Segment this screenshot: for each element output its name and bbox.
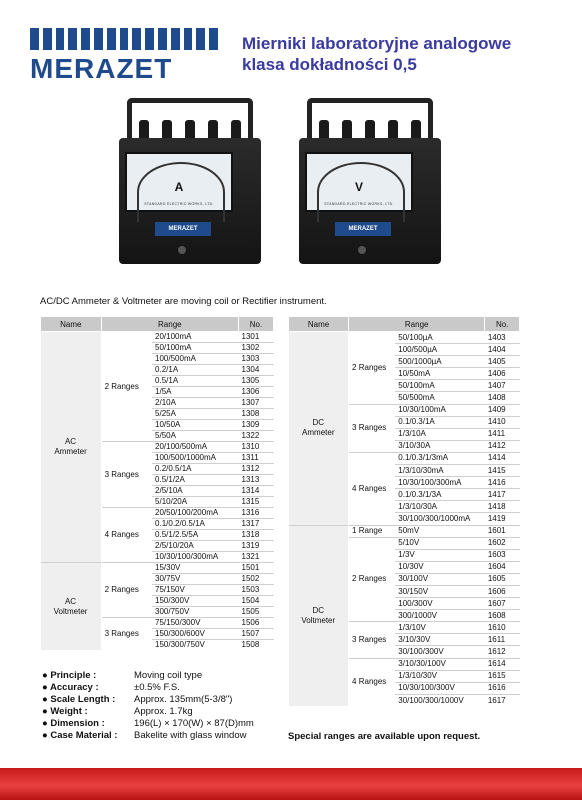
- model-number: 1307: [239, 398, 274, 409]
- range-value: 30/100/300/1000V: [395, 694, 485, 706]
- range-value: 10/30V: [395, 561, 485, 573]
- model-number: 1316: [239, 508, 274, 519]
- range-count: 3 Ranges: [101, 618, 152, 651]
- meter-dial: [125, 152, 233, 212]
- ac-ranges-table: [40, 316, 274, 650]
- col-range-header: Range: [349, 317, 485, 332]
- model-number: 1610: [485, 622, 520, 634]
- model-number: 1614: [485, 658, 520, 670]
- model-number: 1406: [485, 368, 520, 380]
- range-value: 20/100/500mA: [152, 442, 239, 453]
- table-row: [289, 525, 520, 537]
- range-value: 2/5/10/20A: [152, 541, 239, 552]
- model-number: 1504: [239, 596, 274, 607]
- col-no-header: No.: [239, 317, 274, 332]
- range-value: 75/150V: [152, 585, 239, 596]
- dial-maker: STANDARD ELECTRIC WORKS, LTD.: [324, 202, 394, 206]
- range-value: 50/100mA: [395, 380, 485, 392]
- range-value: 300/750V: [152, 607, 239, 618]
- range-value: 1/3/10V: [395, 622, 485, 634]
- model-number: 1604: [485, 561, 520, 573]
- range-value: 30/100V: [395, 573, 485, 585]
- range-count: 4 Ranges: [349, 452, 396, 525]
- meter-badge: MERAZET: [335, 222, 391, 236]
- spec-row: [42, 670, 254, 682]
- col-name-header: Name: [41, 317, 102, 332]
- model-number: 1418: [485, 501, 520, 513]
- range-value: 5/10V: [395, 537, 485, 549]
- voltmeter-image: [305, 98, 435, 270]
- range-value: 1/5A: [152, 387, 239, 398]
- dial-unit: V: [354, 180, 363, 194]
- model-number: 1404: [485, 344, 520, 356]
- range-value: 10/50A: [152, 420, 239, 431]
- meter-body: [299, 138, 441, 264]
- range-value: 0.1/0.3/1/3A: [395, 489, 485, 501]
- table-row: [41, 563, 274, 574]
- instrument-name: AC Ammeter: [41, 332, 102, 563]
- model-number: 1612: [485, 646, 520, 658]
- model-number: 1306: [239, 387, 274, 398]
- model-number: 1505: [239, 607, 274, 618]
- range-value: 100/500µA: [395, 344, 485, 356]
- spec-value: Bakelite with glass window: [134, 730, 247, 741]
- range-value: 10/30/100/300V: [395, 682, 485, 694]
- spec-key: ● Accuracy :: [42, 682, 99, 693]
- range-value: 50mV: [395, 525, 485, 537]
- model-number: 1303: [239, 354, 274, 365]
- meter-body: [119, 138, 261, 264]
- table-header: [41, 317, 274, 332]
- model-number: 1311: [239, 453, 274, 464]
- spec-row: [42, 682, 254, 694]
- range-value: 1/3/10/30A: [395, 501, 485, 513]
- model-number: 1501: [239, 563, 274, 574]
- range-value: 5/50A: [152, 431, 239, 442]
- model-number: 1407: [485, 380, 520, 392]
- table-row: [289, 332, 520, 344]
- range-count: 2 Ranges: [349, 332, 396, 405]
- range-value: 30/75V: [152, 574, 239, 585]
- model-number: 1314: [239, 486, 274, 497]
- range-value: 0.2/0.5/1A: [152, 464, 239, 475]
- range-count: 1 Range: [349, 525, 396, 537]
- range-value: 10/30/100/300mA: [152, 552, 239, 563]
- special-ranges-note: Special ranges are available upon request.: [288, 731, 481, 742]
- model-number: 1417: [485, 489, 520, 501]
- spec-value: Moving coil type: [134, 670, 203, 681]
- col-range-header: Range: [101, 317, 238, 332]
- title-line-2: klasa dokładności 0,5: [242, 55, 417, 74]
- model-number: 1410: [485, 416, 520, 428]
- model-number: 1305: [239, 376, 274, 387]
- model-number: 1416: [485, 477, 520, 489]
- model-number: 1405: [485, 356, 520, 368]
- model-number: 1617: [485, 694, 520, 706]
- model-number: 1608: [485, 610, 520, 622]
- spec-value: Approx. 135mm(5-3/8"): [134, 694, 233, 705]
- instrument-name: DC Voltmeter: [289, 525, 349, 706]
- range-count: 4 Ranges: [349, 658, 396, 706]
- specifications-list: [42, 670, 254, 742]
- model-number: 1412: [485, 440, 520, 452]
- model-number: 1315: [239, 497, 274, 508]
- range-value: 100/500mA: [152, 354, 239, 365]
- instrument-name: DC Ammeter: [289, 332, 349, 526]
- col-no-header: No.: [485, 317, 520, 332]
- range-count: 3 Ranges: [349, 622, 396, 658]
- zero-adjust-screw: [358, 246, 366, 254]
- spec-key: ● Dimension :: [42, 718, 105, 729]
- spec-key: ● Weight :: [42, 706, 88, 717]
- range-value: 30/100/300/1000mA: [395, 513, 485, 525]
- model-number: 1403: [485, 332, 520, 344]
- dc-ranges-table: [288, 316, 520, 706]
- spec-key: ● Scale Length :: [42, 694, 116, 705]
- range-value: 500/1000µA: [395, 356, 485, 368]
- range-count: 2 Ranges: [349, 537, 396, 622]
- model-number: 1611: [485, 634, 520, 646]
- range-value: 30/150V: [395, 585, 485, 597]
- range-value: 3/10/30/100V: [395, 658, 485, 670]
- range-value: 2/5/10A: [152, 486, 239, 497]
- model-number: 1502: [239, 574, 274, 585]
- range-value: 0.1/0.3/1A: [395, 416, 485, 428]
- range-count: 4 Ranges: [101, 508, 152, 563]
- range-value: 150/300/750V: [152, 640, 239, 651]
- table-header: [289, 317, 520, 332]
- range-value: 5/10/20A: [152, 497, 239, 508]
- model-number: 1304: [239, 365, 274, 376]
- spec-row: [42, 694, 254, 706]
- logo-text: MERAZET: [30, 53, 173, 84]
- meter-badge: MERAZET: [155, 222, 211, 236]
- range-value: 3/10/30A: [395, 440, 485, 452]
- page-title: [242, 33, 572, 75]
- spec-row: [42, 730, 254, 742]
- range-value: 100/300V: [395, 598, 485, 610]
- range-count: 3 Ranges: [349, 404, 396, 452]
- model-number: 1411: [485, 428, 520, 440]
- model-number: 1507: [239, 629, 274, 640]
- range-value: 0.5/1/2.5/5A: [152, 530, 239, 541]
- model-number: 1313: [239, 475, 274, 486]
- logo-stripes: [30, 28, 218, 50]
- range-value: 100/500/1000mA: [152, 453, 239, 464]
- model-number: 1317: [239, 519, 274, 530]
- spec-value: Approx. 1.7kg: [134, 706, 193, 717]
- meter-terminals: [139, 120, 241, 140]
- model-number: 1312: [239, 464, 274, 475]
- model-number: 1506: [239, 618, 274, 629]
- range-value: 0.1/0.2/0.5/1A: [152, 519, 239, 530]
- range-value: 15/30V: [152, 563, 239, 574]
- model-number: 1616: [485, 682, 520, 694]
- model-number: 1309: [239, 420, 274, 431]
- range-value: 50/100µA: [395, 332, 485, 344]
- range-value: 20/100mA: [152, 332, 239, 343]
- range-count: 3 Ranges: [101, 442, 152, 508]
- model-number: 1607: [485, 598, 520, 610]
- dial-maker: STANDARD ELECTRIC WORKS, LTD.: [144, 202, 214, 206]
- range-count: 2 Ranges: [101, 563, 152, 618]
- spec-key: ● Principle :: [42, 670, 97, 681]
- spec-row: [42, 706, 254, 718]
- model-number: 1414: [485, 452, 520, 464]
- range-value: 0.5/1/2A: [152, 475, 239, 486]
- range-value: 1/3/10/30V: [395, 670, 485, 682]
- model-number: 1415: [485, 465, 520, 477]
- range-value: 300/1000V: [395, 610, 485, 622]
- instrument-name: AC Voltmeter: [41, 563, 102, 651]
- spec-key: ● Case Material :: [42, 730, 118, 741]
- model-number: 1606: [485, 585, 520, 597]
- range-value: 1/3/10/30mA: [395, 465, 485, 477]
- table-row: [41, 332, 274, 343]
- range-value: 10/30/100mA: [395, 404, 485, 416]
- title-line-1: Mierniki laboratoryjne analogowe: [242, 34, 512, 53]
- spec-value: 196(L) × 170(W) × 87(D)mm: [134, 718, 254, 729]
- range-value: 20/50/100/200mA: [152, 508, 239, 519]
- footer-red-bar: [0, 768, 582, 800]
- range-value: 50/100mA: [152, 343, 239, 354]
- model-number: 1603: [485, 549, 520, 561]
- range-value: 50/500mA: [395, 392, 485, 404]
- model-number: 1318: [239, 530, 274, 541]
- model-number: 1308: [239, 409, 274, 420]
- spec-value: ±0.5% F.S.: [134, 682, 180, 693]
- range-value: 0.1/0.3/1/3mA: [395, 452, 485, 464]
- model-number: 1302: [239, 343, 274, 354]
- meter-dial: [305, 152, 413, 212]
- model-number: 1322: [239, 431, 274, 442]
- spec-row: [42, 718, 254, 730]
- range-count: 2 Ranges: [101, 332, 152, 442]
- range-value: 1/3/10A: [395, 428, 485, 440]
- range-value: 3/10/30V: [395, 634, 485, 646]
- intro-text: AC/DC Ammeter & Voltmeter are moving coil or Rectifier instrument.: [40, 296, 327, 307]
- range-value: 1/3V: [395, 549, 485, 561]
- model-number: 1310: [239, 442, 274, 453]
- range-value: 30/100/300V: [395, 646, 485, 658]
- model-number: 1602: [485, 537, 520, 549]
- range-value: 150/300/600V: [152, 629, 239, 640]
- model-number: 1419: [485, 513, 520, 525]
- range-value: 2/10A: [152, 398, 239, 409]
- model-number: 1408: [485, 392, 520, 404]
- ammeter-image: [125, 98, 255, 270]
- model-number: 1321: [239, 552, 274, 563]
- model-number: 1615: [485, 670, 520, 682]
- col-name-header: Name: [289, 317, 349, 332]
- model-number: 1601: [485, 525, 520, 537]
- model-number: 1503: [239, 585, 274, 596]
- range-value: 75/150/300V: [152, 618, 239, 629]
- merazet-logo: [30, 28, 218, 85]
- model-number: 1508: [239, 640, 274, 651]
- range-value: 0.5/1A: [152, 376, 239, 387]
- model-number: 1301: [239, 332, 274, 343]
- meter-terminals: [319, 120, 421, 140]
- dial-unit: A: [174, 180, 184, 194]
- range-value: 10/30/100/300mA: [395, 477, 485, 489]
- range-value: 0.2/1A: [152, 365, 239, 376]
- model-number: 1605: [485, 573, 520, 585]
- range-value: 5/25A: [152, 409, 239, 420]
- range-value: 10/50mA: [395, 368, 485, 380]
- range-value: 150/300V: [152, 596, 239, 607]
- zero-adjust-screw: [178, 246, 186, 254]
- model-number: 1409: [485, 404, 520, 416]
- model-number: 1319: [239, 541, 274, 552]
